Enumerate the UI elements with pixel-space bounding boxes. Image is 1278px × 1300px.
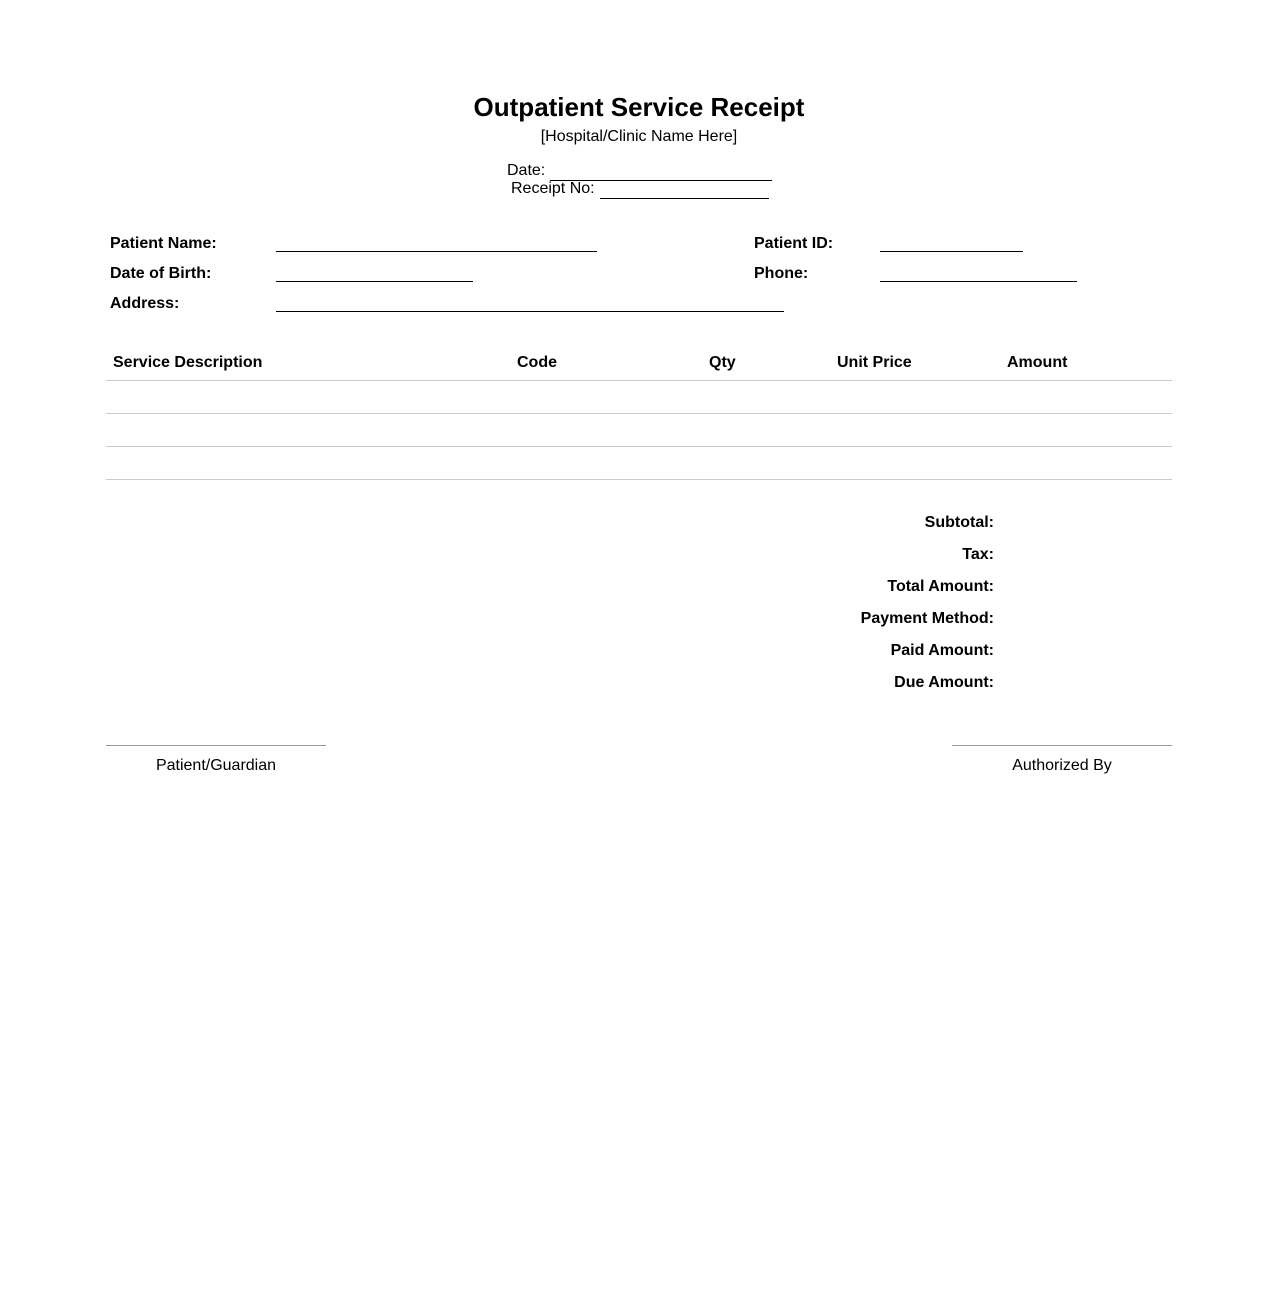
column-header-qty: Qty bbox=[709, 354, 736, 371]
address-field[interactable] bbox=[276, 311, 784, 312]
total-amount-label: Total Amount: bbox=[887, 578, 994, 595]
receipt-no-row bbox=[511, 179, 769, 199]
column-header-unit-price: Unit Price bbox=[837, 354, 912, 371]
patient-name-label: Patient Name: bbox=[110, 235, 217, 252]
receipt-no-label: Receipt No: bbox=[511, 180, 595, 197]
row-divider bbox=[106, 413, 1172, 414]
header-divider bbox=[106, 380, 1172, 381]
column-header-service-description: Service Description bbox=[113, 354, 263, 371]
date-label: Date: bbox=[507, 162, 546, 179]
dob-label: Date of Birth: bbox=[110, 265, 212, 282]
phone-field[interactable] bbox=[880, 281, 1077, 282]
page-title: Outpatient Service Receipt bbox=[473, 92, 805, 122]
receipt-no-field[interactable] bbox=[600, 183, 769, 199]
subtotal-label: Subtotal: bbox=[924, 514, 994, 531]
patient-id-label: Patient ID: bbox=[754, 235, 834, 252]
phone-label: Phone: bbox=[754, 265, 809, 282]
paid-amount-label: Paid Amount: bbox=[890, 642, 994, 659]
patient-name-field[interactable] bbox=[276, 251, 597, 252]
due-amount-label: Due Amount: bbox=[894, 674, 994, 691]
patient-signature-label: Patient/Guardian bbox=[155, 757, 277, 774]
column-header-amount: Amount bbox=[1007, 354, 1068, 371]
column-header-code: Code bbox=[517, 354, 557, 371]
date-row bbox=[507, 161, 772, 181]
row-divider bbox=[106, 446, 1172, 447]
authorized-signature-label: Authorized By bbox=[1012, 757, 1112, 774]
payment-method-label: Payment Method: bbox=[860, 610, 994, 627]
tax-label: Tax: bbox=[962, 546, 994, 563]
authorized-signature-line[interactable] bbox=[952, 745, 1172, 746]
clinic-name: [Hospital/Clinic Name Here] bbox=[540, 128, 738, 145]
patient-signature-line[interactable] bbox=[106, 745, 326, 746]
address-label: Address: bbox=[110, 295, 180, 312]
patient-id-field[interactable] bbox=[880, 251, 1023, 252]
dob-field[interactable] bbox=[276, 281, 473, 282]
row-divider bbox=[106, 479, 1172, 480]
